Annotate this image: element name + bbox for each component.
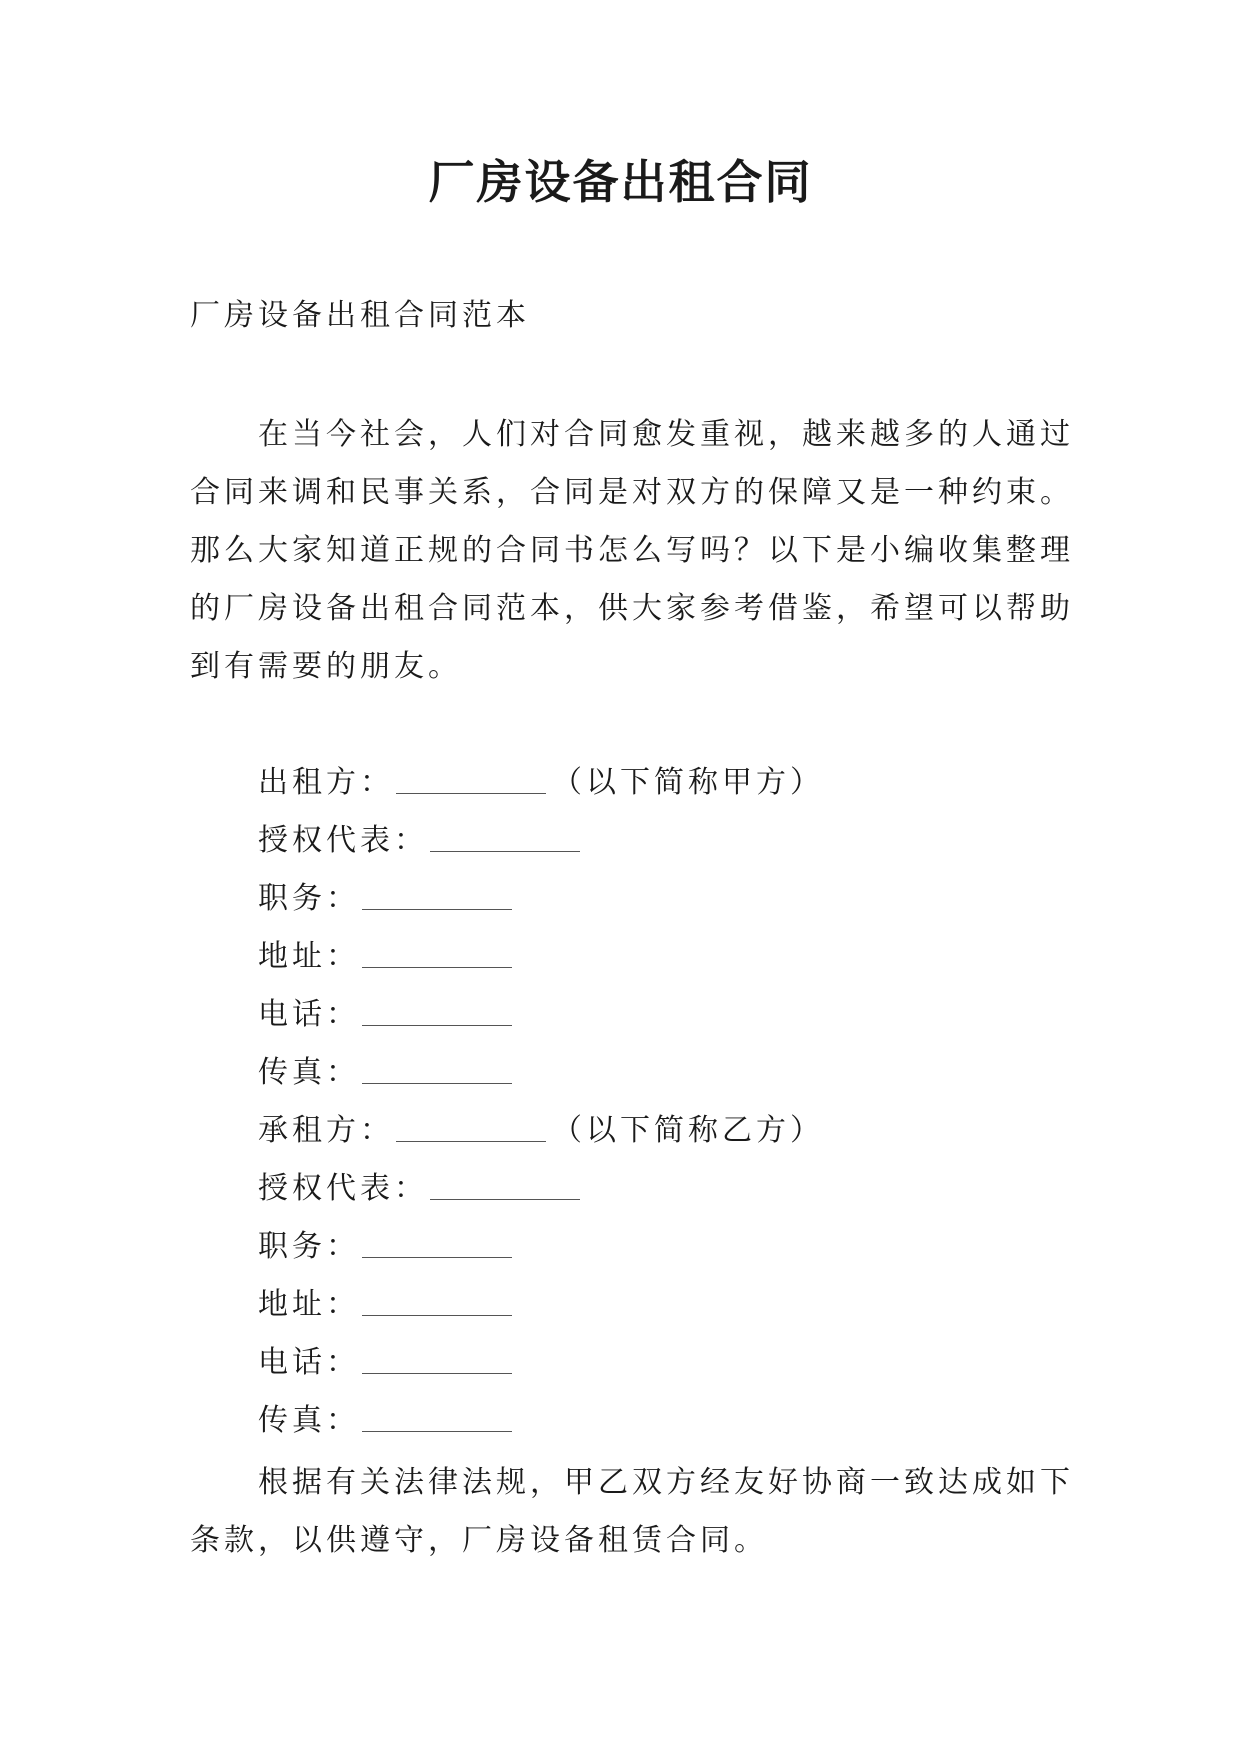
- lessee-name-blank: [396, 1111, 546, 1142]
- lessee-position-blank: [362, 1227, 512, 1258]
- lessee-name-field: [190, 1102, 1080, 1160]
- lessor-name-note: （以下简称甲方）: [552, 765, 824, 800]
- lessee-position-label: 职务：: [258, 1229, 360, 1264]
- lessor-position-blank: [362, 879, 512, 910]
- lessor-address-label: 地址：: [258, 939, 360, 974]
- lessor-name-label: 出租方：: [258, 765, 394, 800]
- document-subtitle: 厂房设备出租合同范本: [190, 298, 530, 333]
- lessee-position-field: [190, 1218, 1080, 1276]
- lessor-address-blank: [362, 937, 512, 968]
- lessee-name-label: 承租方：: [258, 1113, 394, 1148]
- lessor-position-field: [190, 870, 1080, 928]
- lessor-rep-label: 授权代表：: [258, 823, 428, 858]
- lessee-rep-field: [190, 1160, 1080, 1218]
- lessor-rep-field: [190, 812, 1080, 870]
- party-info-list: [190, 754, 1080, 1450]
- lessee-fax-field: [190, 1392, 1080, 1450]
- closing-paragraph: 根据有关法律法规，甲乙双方经友好协商一致达成如下条款，以供遵守，厂房设备租赁合同。: [190, 1465, 1074, 1558]
- lessor-address-field: [190, 928, 1080, 986]
- lessor-rep-blank: [430, 821, 580, 852]
- lessor-position-label: 职务：: [258, 881, 360, 916]
- lessor-phone-blank: [362, 995, 512, 1026]
- lessee-address-label: 地址：: [258, 1287, 360, 1322]
- lessee-rep-blank: [430, 1169, 580, 1200]
- lessee-address-blank: [362, 1285, 512, 1316]
- lessor-name-blank: [396, 763, 546, 794]
- lessee-fax-blank: [362, 1401, 512, 1432]
- lessor-fax-blank: [362, 1053, 512, 1084]
- lessee-phone-label: 电话：: [258, 1345, 360, 1380]
- lessee-phone-blank: [362, 1343, 512, 1374]
- lessee-rep-label: 授权代表：: [258, 1171, 428, 1206]
- lessee-address-field: [190, 1276, 1080, 1334]
- document-title: 厂房设备出租合同: [428, 155, 813, 209]
- intro-paragraph: 在当今社会，人们对合同愈发重视，越来越多的人通过合同来调和民事关系，合同是对双方的保障又是一种约束。那么大家知道正规的合同书怎么写吗？以下是小编收集整理的厂房设备出租合同范本，供大家参考借鉴，希望可以帮助到有需要的朋友。: [190, 417, 1074, 684]
- lessor-name-field: [190, 754, 1080, 812]
- lessor-fax-label: 传真：: [258, 1055, 360, 1090]
- lessee-phone-field: [190, 1334, 1080, 1392]
- lessor-phone-label: 电话：: [258, 997, 360, 1032]
- lessor-fax-field: [190, 1044, 1080, 1102]
- lessee-fax-label: 传真：: [258, 1403, 360, 1438]
- lessor-phone-field: [190, 986, 1080, 1044]
- lessee-name-note: （以下简称乙方）: [552, 1113, 824, 1148]
